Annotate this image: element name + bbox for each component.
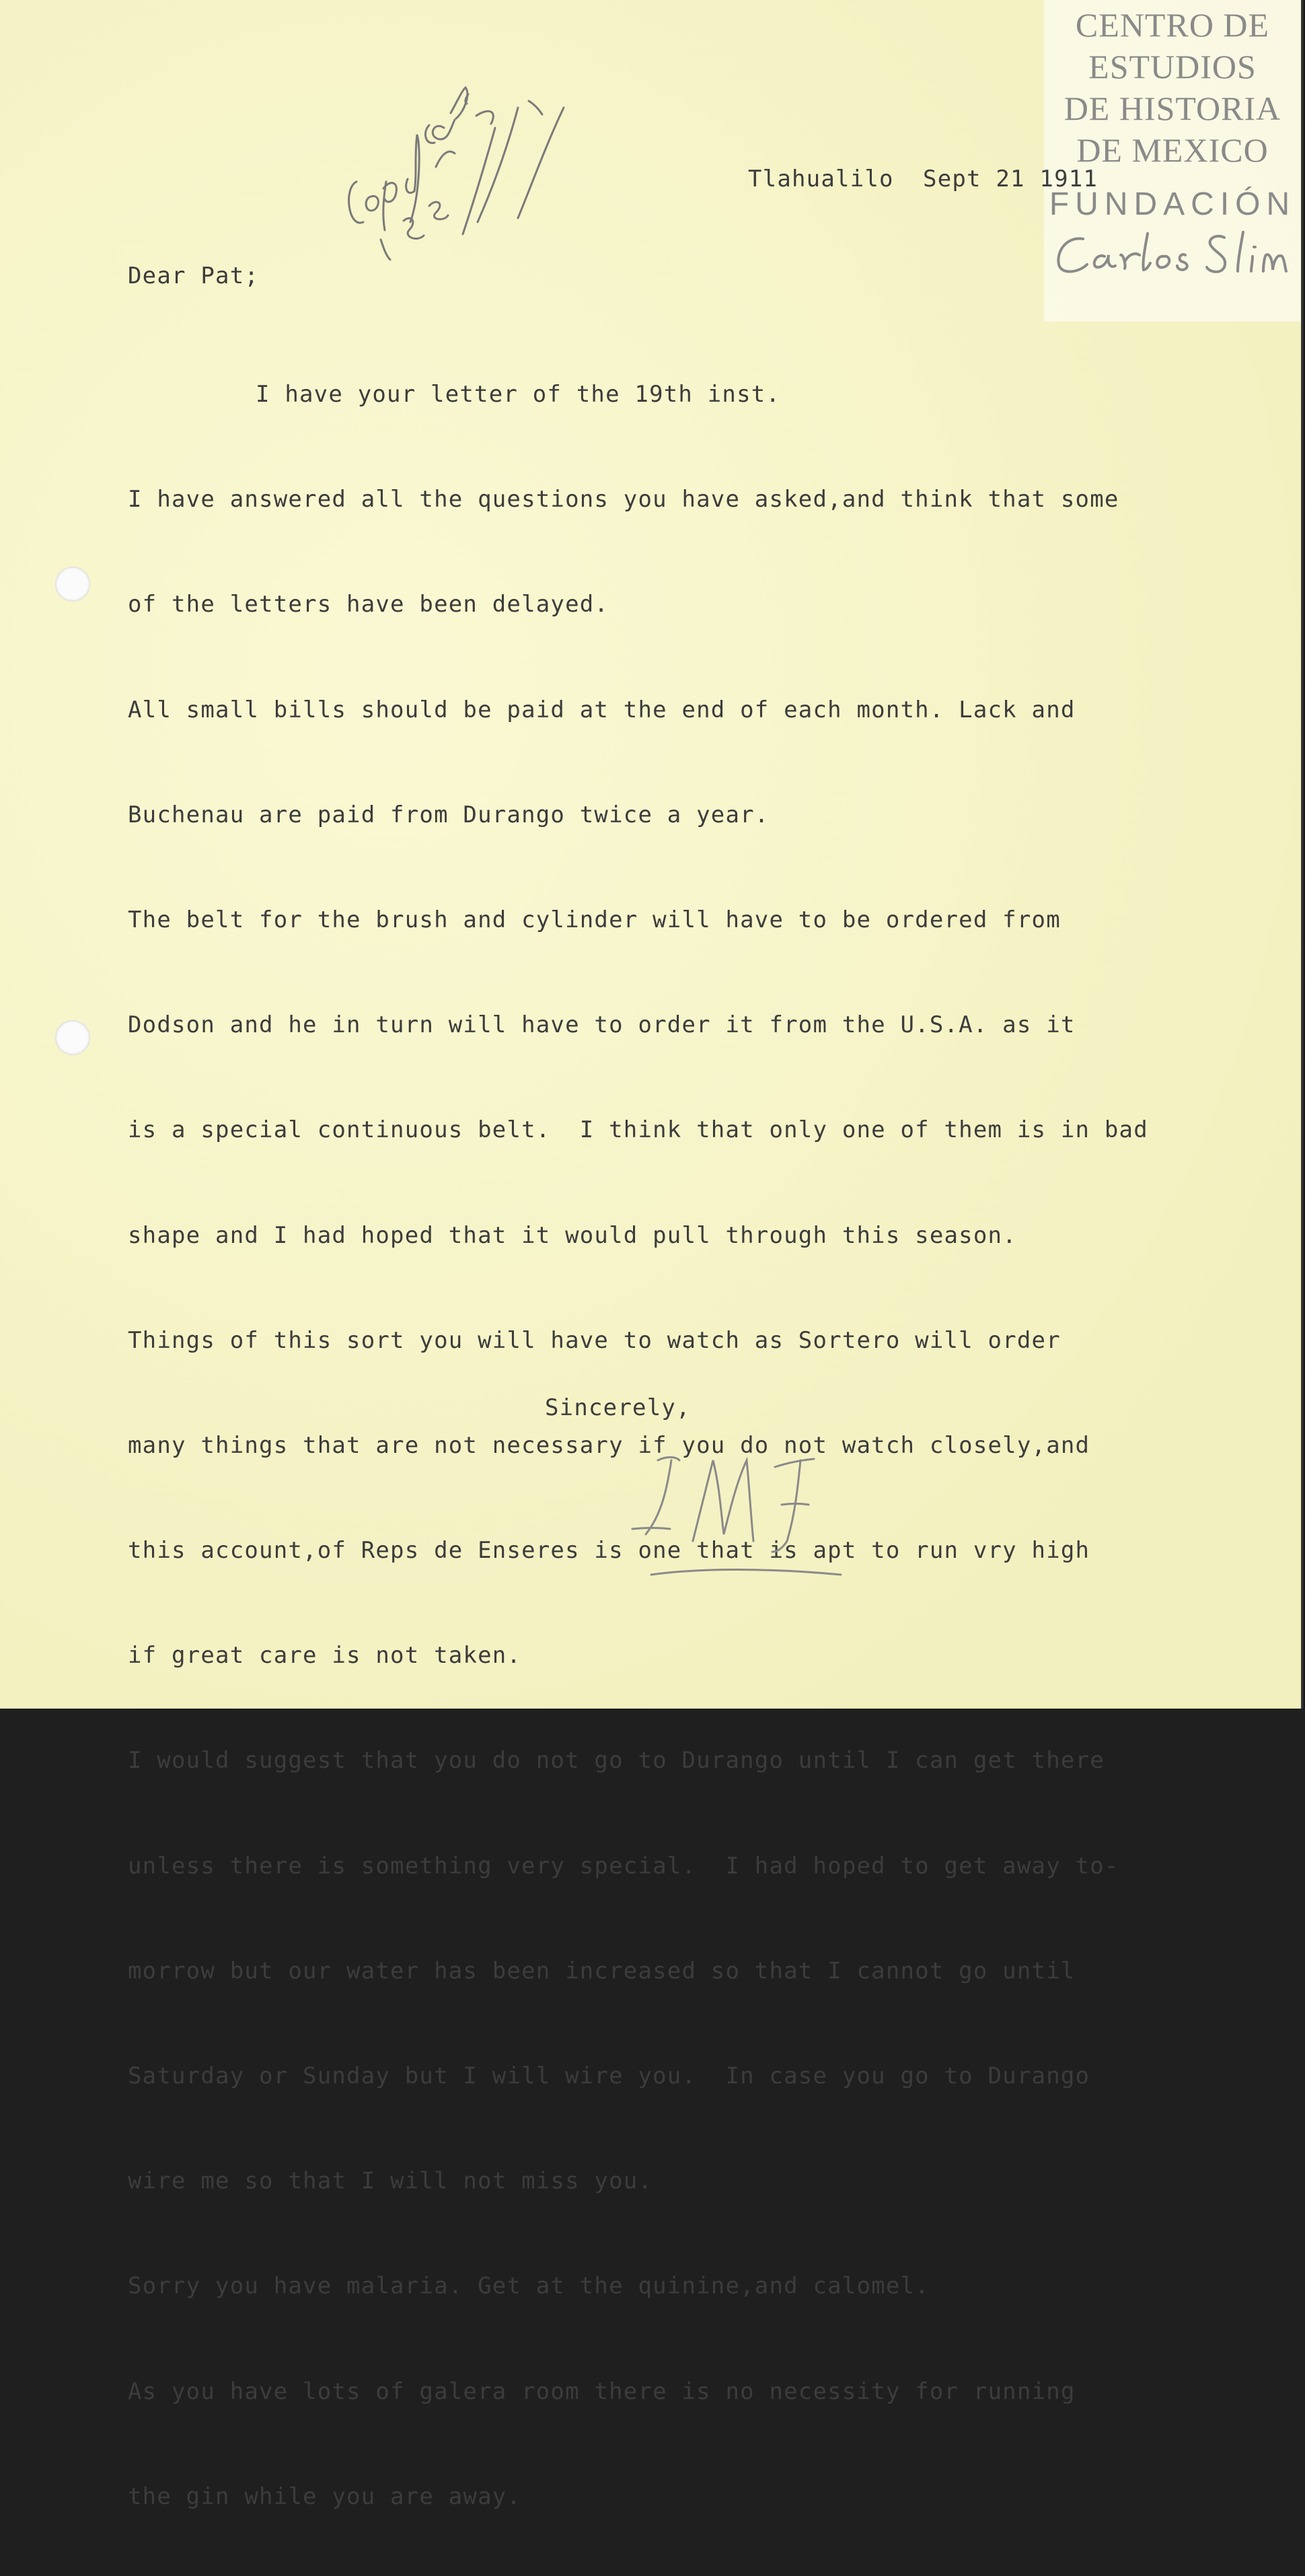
archive-stamp (1044, 0, 1301, 322)
body-line: I would suggest that you do not go to Durango until I can get there (128, 1747, 1105, 1775)
salutation: Dear Pat; (128, 262, 260, 289)
place-date-line: Tlahualilo Sept 21 1911 (748, 166, 1098, 192)
stamp-line-2: ESTUDIOS (1088, 48, 1257, 85)
punch-hole-top (55, 567, 90, 602)
body-line: of the letters have been delayed. (128, 591, 609, 618)
pencil-annotation-copy (316, 54, 572, 276)
body-line: shape and I had hoped that it would pull through this season. (128, 1221, 1017, 1249)
body-line: if great care is not taken. (128, 1642, 522, 1670)
body-line: morrow but our water has been increased so that I cannot go until (128, 1957, 1076, 1984)
body-line: I have answered all the questions you have asked,and think that some (128, 486, 1119, 513)
body-line: Sorry you have malaria. Get at the quinine,and calomel. (128, 2273, 930, 2300)
body-line: many things that are not necessary if you do not watch closely,and (128, 1431, 1090, 1459)
body-line: All small bills should be paid at the end of each month. Lack and (128, 696, 1076, 723)
stamp-line-1: CENTRO DE (1075, 6, 1270, 44)
body-line: wire me so that I will not miss you. (128, 2168, 653, 2195)
body-line: Saturday or Sunday but I will wire you. In case you go to Durango (128, 2063, 1090, 2089)
body-line: unless there is something very special. I had hoped to get away to- (128, 1852, 1119, 1880)
body-line: Buchenau are paid from Durango twice a year. (128, 801, 770, 828)
scan-edge (1301, 0, 1305, 1709)
closing: Sincerely, (545, 1394, 691, 1421)
punch-hole-bottom (55, 1020, 90, 1055)
body-line: I have your letter of the 19th inst. (256, 381, 781, 408)
stamp-fundacion: FUNDACIÓN (1049, 186, 1296, 222)
body-line: As you have lots of galera room there is no necessity for running (128, 2377, 1076, 2405)
body-line: is a special continuous belt. I think that only one of them is in bad (128, 1116, 1148, 1144)
handwritten-signature (605, 1440, 861, 1595)
body-line: this account,of Reps de Enseres is one that is apt to run vry high (128, 1537, 1090, 1565)
stamp-line-3: DE HISTORIA (1064, 90, 1281, 127)
stamp-signature-carlos-slim (1048, 224, 1297, 285)
body-line: Dodson and he in turn will have to order it from the U.S.A. as it (128, 1011, 1076, 1039)
body-line: Things of this sort you will have to watch as Sortero will order (128, 1326, 1061, 1354)
stamp-line-4: DE MEXICO (1076, 131, 1269, 169)
body-line: The belt for the brush and cylinder will have to be ordered from (128, 906, 1061, 933)
body-line: the gin while you are away. (128, 2482, 522, 2510)
